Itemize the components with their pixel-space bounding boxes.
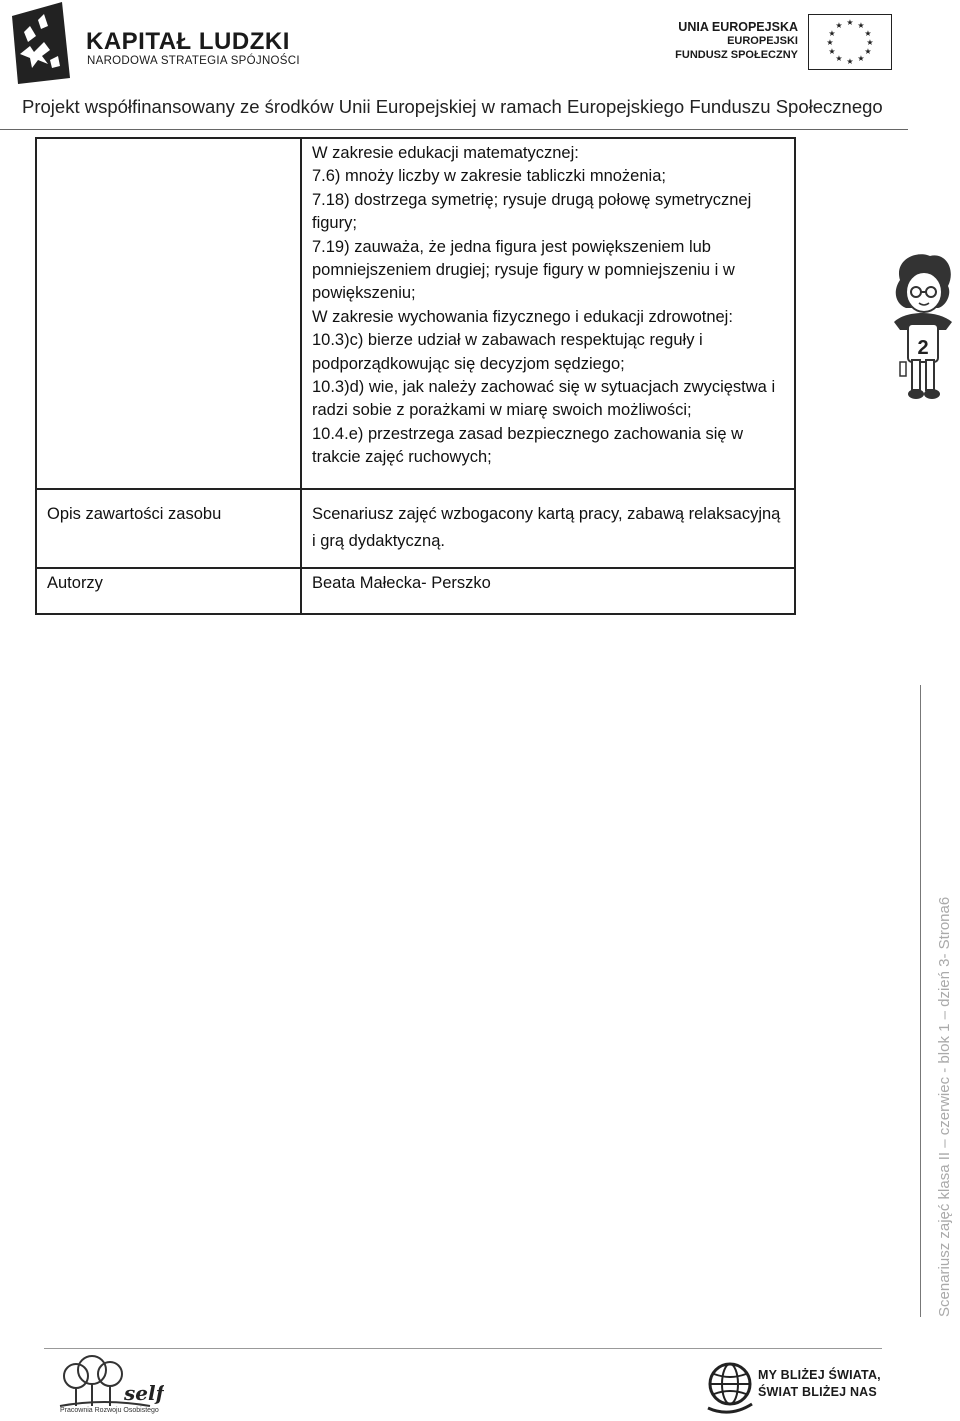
mascot-badge-number: 2 [917, 337, 929, 359]
header-divider [0, 129, 908, 130]
kapital-ludzki-logo-icon [8, 2, 70, 84]
goals-line: W zakresie edukacji matematycznej: [312, 144, 579, 162]
eu-line-3: FUNDUSZ SPOŁECZNY [675, 49, 798, 61]
eu-flag-icon [808, 14, 892, 70]
goals-line: trakcie zajęć ruchowych; [312, 448, 492, 467]
brand-subtitle: NARODOWA STRATEGIA SPÓJNOŚCI [87, 55, 300, 67]
svg-text:★: ★ [835, 21, 843, 30]
goals-line: pomniejszeniem drugiej; rysuje figury w pomniejszeniu i w [312, 261, 735, 280]
table-row-goals [36, 138, 795, 489]
description-line-1: Scenariusz zajęć wzbogacony kartą pracy, zabawą relaksacyjną [312, 505, 781, 523]
svg-text:★: ★ [857, 54, 865, 63]
goals-line: 10.3)d) wie, jak należy zachować się w sytuacjach zwycięstwa i [312, 378, 776, 397]
self-caption: Pracownia Rozwoju Osobistego [60, 1407, 159, 1414]
goals-line: figury; [312, 214, 357, 233]
goals-line: 7.6) mnoży liczby w zakresie tabliczki mnożenia; [312, 167, 666, 186]
side-footer-text: Scenariusz zajęć klasa II – czerwiec - blok 1 – dzień 3- Strona6 [936, 896, 953, 1317]
goals-line: powiększeniu; [312, 284, 416, 303]
svg-text:★: ★ [846, 57, 854, 66]
svg-text:self: self [124, 1381, 164, 1405]
svg-text:★: ★ [864, 29, 872, 38]
goals-line: 10.4.e) przestrzega zasad bezpiecznego zachowania się w [312, 424, 744, 443]
description-value [301, 489, 795, 568]
svg-text:★: ★ [826, 38, 834, 47]
side-divider [920, 685, 921, 1317]
table-row-authors [36, 568, 795, 614]
goals-value-cell [301, 138, 795, 489]
resource-table [35, 137, 796, 615]
goals-line: 7.18) dostrzega symetrię; rysuje drugą połowę symetrycznej [312, 190, 752, 209]
project-cofinancing-line: Projekt współfinansowany ze środków Unii Europejskiej w ramach Europejskiego Funduszu Społecznego [22, 96, 883, 117]
goals-line: radzi sobie z porażkami w miarę swoich możliwości; [312, 401, 692, 420]
svg-text:★: ★ [864, 47, 872, 56]
slogan-line-2: ŚWIAT BLIŻEJ NAS [758, 1385, 877, 1399]
svg-text:★: ★ [828, 29, 836, 38]
goals-line: 10.3)c) bierze udział w zabawach respektując reguły i [312, 331, 703, 350]
slogan-line-1: MY BLIŻEJ ŚWIATA, [758, 1368, 881, 1382]
description-label: Opis zawartości zasobu [36, 489, 301, 568]
slogan [758, 1367, 881, 1401]
svg-text:★: ★ [835, 54, 843, 63]
eu-line-2: EUROPEJSKI [727, 35, 798, 47]
mascot-girl-icon [886, 250, 958, 402]
table-row-description [36, 489, 795, 568]
footer-divider [44, 1348, 882, 1349]
brand-title: KAPITAŁ LUDZKI [86, 28, 290, 55]
description-line-2: i grą dydaktyczną. [312, 532, 445, 550]
goals-line: podporządkowując się decyzjom sędziego; [312, 354, 625, 373]
svg-text:★: ★ [857, 21, 865, 30]
svg-text:★: ★ [866, 38, 874, 47]
eu-label [675, 20, 798, 62]
globe-icon [704, 1356, 754, 1418]
eu-line-1: UNIA EUROPEJSKA [678, 20, 798, 34]
svg-text:★: ★ [846, 18, 854, 27]
authors-value: Beata Małecka- Perszko [301, 568, 795, 614]
svg-text:★: ★ [828, 47, 836, 56]
goals-label-cell [36, 138, 301, 489]
goals-line: W zakresie wychowania fizycznego i edukacji zdrowotnej: [312, 307, 733, 326]
authors-label: Autorzy [36, 568, 301, 614]
goals-line: 7.19) zauważa, że jedna figura jest powiększeniem lub [312, 237, 711, 256]
